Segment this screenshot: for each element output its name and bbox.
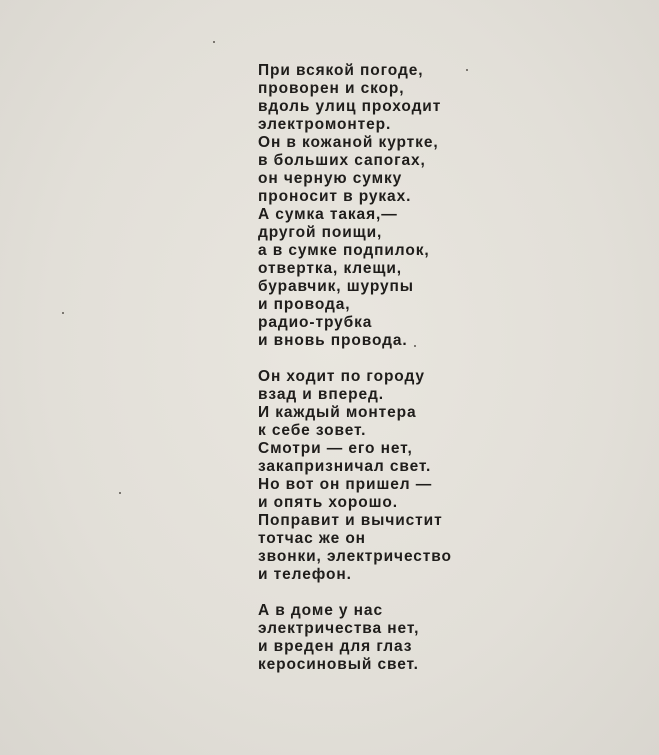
poem-line: и вновь провода. xyxy=(258,332,408,349)
poem-line: отвертка, клещи, xyxy=(258,260,402,277)
poem-line: а в сумке подпилок, xyxy=(258,242,430,259)
poem-line: электричества нет, xyxy=(258,620,420,637)
poem-line: Он в кожаной куртке, xyxy=(258,134,439,151)
stanza-2 xyxy=(258,368,638,584)
poem-line: и телефон. xyxy=(258,566,352,583)
poem-line: Он ходит по городу xyxy=(258,368,425,385)
poem-line: буравчик, шурупы xyxy=(258,278,414,295)
poem-line: проносит в руках. xyxy=(258,188,412,205)
poem-line: Смотри — его нет, xyxy=(258,440,413,457)
paper-speck xyxy=(213,41,215,43)
poem-line: звонки, электричество xyxy=(258,548,452,565)
poem-line: проворен и скор, xyxy=(258,80,405,97)
poem-line: электромонтер. xyxy=(258,116,392,133)
poem-line: керосиновый свет. xyxy=(258,656,419,673)
stanza-3 xyxy=(258,602,638,674)
poem-line: И каждый монтера xyxy=(258,404,417,421)
poem-text xyxy=(258,62,638,692)
poem-line: взад и вперед. xyxy=(258,386,384,403)
poem-line: тотчас же он xyxy=(258,530,366,547)
poem-line: другой поищи, xyxy=(258,224,383,241)
poem-line: он черную сумку xyxy=(258,170,403,187)
stanza-1 xyxy=(258,62,638,350)
poem-line: радио-трубка xyxy=(258,314,373,331)
paper-speck xyxy=(62,312,64,314)
poem-line: А сумка такая,— xyxy=(258,206,398,223)
poem-line: закапризничал свет. xyxy=(258,458,432,475)
poem-line: вдоль улиц проходит xyxy=(258,98,442,115)
poem-line: Но вот он пришел — xyxy=(258,476,433,493)
poem-line: к себе зовет. xyxy=(258,422,367,439)
poem-line: Поправит и вычистит xyxy=(258,512,443,529)
poem-line: А в доме у нас xyxy=(258,602,383,619)
poem-line: При всякой погоде, xyxy=(258,62,424,79)
poem-line: и провода, xyxy=(258,296,351,313)
poem-line: и опять хорошо. xyxy=(258,494,398,511)
poem-line: в больших сапогах, xyxy=(258,152,426,169)
paper-speck xyxy=(119,492,121,494)
poem-line: и вреден для глаз xyxy=(258,638,413,655)
